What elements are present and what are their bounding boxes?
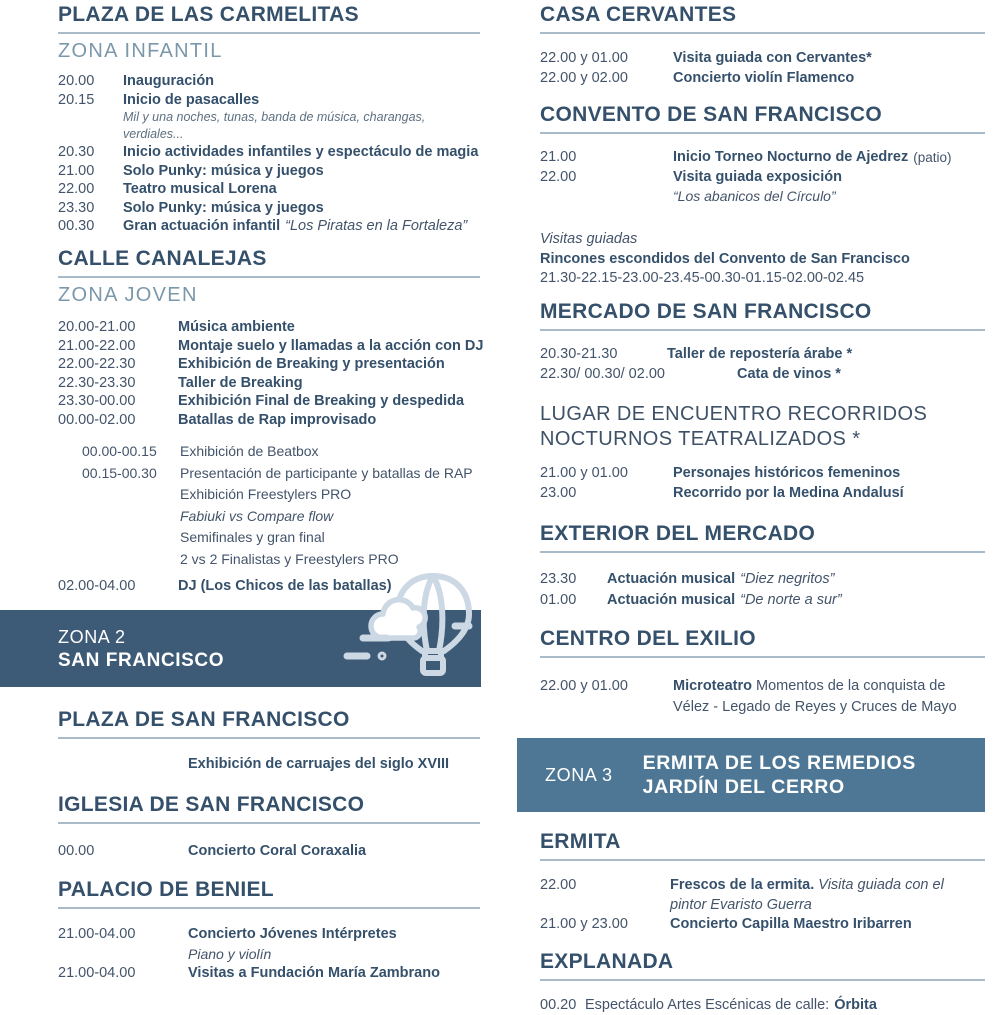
event-subtitle: “Los Piratas en la Fortaleza”	[285, 218, 468, 234]
event-time: 22.00	[540, 168, 577, 185]
section-ermita	[540, 830, 985, 935]
event-time: 21.00-04.00	[58, 964, 136, 981]
event-time: 02.00-04.00	[58, 578, 136, 594]
schedule-row	[58, 337, 484, 356]
section-plaza-san-francisco	[58, 708, 480, 774]
cloud-icon	[371, 600, 425, 639]
event-time: 21.00	[58, 162, 95, 179]
event-title: Espectáculo Artes Escénicas de calle:	[585, 997, 830, 1013]
event-title: Exhibición de carruajes del siglo XVIII	[188, 756, 450, 772]
venue-heading: CALLE CANALEJAS	[58, 247, 480, 278]
section-casa-cervantes	[540, 3, 985, 88]
schedule-list	[540, 345, 985, 384]
schedule-list	[540, 995, 985, 1015]
event-note: Mil y una noches, tunas, banda de música, charangas, verdiales...	[123, 110, 426, 141]
event-title: Presentación de participante y batallas de RAP	[180, 464, 473, 481]
event-title: Concierto Jóvenes Intérpretes	[188, 926, 397, 942]
event-time: 00.15-00.30	[82, 464, 157, 481]
section-lugar-de-encuentro	[540, 402, 985, 503]
event-title: Actuación musical	[607, 591, 736, 608]
venue-heading-line2: NOCTURNOS TEATRALIZADOS *	[540, 427, 861, 450]
event-subtitle: Piano y violín	[188, 945, 272, 962]
schedule-row	[58, 162, 480, 181]
zone-name-block	[643, 751, 916, 799]
schedule-row	[58, 355, 480, 374]
event-subtitle: Momentos de la conquista de Vélez - Legado de Reyes y Cruces de Mayo	[673, 678, 957, 715]
schedule-row	[58, 318, 480, 337]
event-time: 20.00-21.00	[58, 319, 136, 335]
event-subtitle: “Los abanicos del Círculo”	[673, 188, 836, 204]
event-time: 00.30	[58, 218, 95, 234]
schedule-row	[58, 374, 480, 393]
section-calle-canalejas	[58, 247, 484, 596]
schedule-subrow	[82, 441, 480, 463]
schedule-row	[58, 143, 480, 162]
schedule-row	[58, 755, 480, 774]
guided-visits-label: Visitas guiadas	[540, 231, 638, 247]
schedule-row	[540, 569, 985, 590]
event-time: 23.30	[58, 199, 95, 216]
event-title: Fabiuki vs Compare flow	[180, 507, 334, 524]
event-title: Exhibición de Beatbox	[180, 443, 319, 459]
event-title: Inicio actividades infantiles y espectáculo de magia	[123, 144, 479, 160]
section-centro-del-exilio	[540, 627, 985, 718]
zone-name: SAN FRANCISCO	[58, 649, 225, 671]
event-title: Batallas de Rap improvisado	[178, 411, 377, 428]
event-title: Solo Punky: música y juegos	[123, 162, 324, 179]
schedule-list	[58, 925, 480, 983]
schedule-subrow	[82, 484, 480, 506]
event-title: Concierto Coral Coraxalia	[188, 843, 367, 859]
event-title: Teatro musical Lorena	[123, 181, 277, 197]
event-time	[58, 755, 188, 774]
event-title: Personajes históricos femeninos	[673, 465, 901, 481]
event-title: 2 vs 2 Finalistas y Freestylers PRO	[180, 550, 399, 567]
zone-name-line2: JARDÍN DEL CERRO	[642, 776, 845, 798]
schedule-row	[540, 365, 985, 385]
venue-heading-line1: LUGAR DE ENCUENTRO RECORRIDOS	[540, 403, 928, 425]
event-title: Música ambiente	[178, 319, 295, 335]
event-title: Inicio de pasacalles	[123, 91, 260, 108]
schedule-list	[540, 463, 985, 503]
section-explanada	[540, 950, 985, 1015]
schedule-row	[58, 411, 480, 430]
schedule-subrow	[82, 527, 480, 549]
schedule-subrow	[82, 549, 480, 571]
section-convento-san-francisco	[540, 103, 985, 289]
event-title: Frescos de la ermita.	[670, 877, 815, 893]
event-description	[670, 876, 970, 915]
guided-visits-block	[540, 230, 985, 289]
schedule-list	[58, 842, 480, 861]
event-title: Montaje suelo y llamadas a la acción con DJ	[178, 337, 484, 354]
event-title: Actuación musical	[607, 571, 736, 587]
schedule-row	[540, 148, 985, 168]
schedule-row	[540, 168, 985, 188]
schedule-row	[58, 217, 480, 236]
schedule-row	[58, 199, 480, 218]
event-time: 22.00 y 01.00	[540, 50, 628, 66]
event-title: Taller de Breaking	[178, 374, 303, 391]
schedule-row	[58, 72, 480, 91]
section-plaza-carmelitas	[58, 3, 480, 236]
schedule-row	[540, 69, 985, 89]
event-title: Gran actuación infantil	[123, 218, 281, 234]
schedule-list	[540, 676, 985, 718]
event-time: 23.00	[540, 485, 577, 501]
section-iglesia-san-francisco	[58, 793, 480, 861]
zone-3-banner	[517, 738, 985, 812]
event-time: 23.30-00.00	[58, 393, 136, 409]
event-title: Inicio Torneo Nocturno de Ajedrez	[673, 149, 909, 165]
venue-heading: PLAZA DE SAN FRANCISCO	[58, 708, 480, 739]
event-time: 21.00 y 23.00	[540, 916, 628, 932]
event-title: Taller de repostería árabe *	[667, 346, 853, 362]
event-time: 20.15	[58, 91, 95, 108]
event-title: Concierto violín Flamenco	[673, 69, 855, 86]
schedule-list	[540, 49, 985, 88]
section-mercado-san-francisco	[540, 300, 985, 384]
event-time: 20.30	[58, 144, 95, 160]
zone-subheading: ZONA JOVEN	[58, 284, 198, 306]
venue-heading: PALACIO DE BENIEL	[58, 878, 480, 909]
schedule-list	[58, 318, 484, 429]
event-time: 00.00-00.15	[82, 443, 157, 459]
venue-heading: PLAZA DE LAS CARMELITAS	[58, 3, 480, 34]
venue-heading: CONVENTO DE SAN FRANCISCO	[540, 103, 985, 134]
event-title: Visitas a Fundación María Zambrano	[188, 964, 440, 981]
zone-subheading: ZONA INFANTIL	[58, 40, 223, 62]
zone-label: ZONA 3	[545, 764, 613, 785]
event-time: 22.00 y 01.00	[540, 678, 628, 694]
venue-heading: EXTERIOR DEL MERCADO	[540, 522, 985, 553]
event-time: 00.00	[58, 843, 95, 859]
schedule-subrow	[82, 463, 480, 485]
section-exterior-del-mercado	[540, 522, 985, 610]
event-time: 21.00-22.00	[58, 337, 136, 354]
event-time: 22.00	[58, 181, 95, 197]
event-time: 22.00	[540, 877, 577, 893]
schedule-row	[58, 91, 480, 110]
schedule-list	[58, 755, 480, 774]
event-time: 01.00	[540, 591, 577, 608]
event-title: Semifinales y gran final	[180, 529, 325, 545]
event-time: 00.00-02.00	[58, 411, 136, 428]
venue-heading: ERMITA	[540, 830, 985, 861]
schedule-row	[58, 392, 480, 411]
event-title: Concierto Capilla Maestro Iribarren	[670, 916, 912, 932]
event-location-note: (patio)	[913, 150, 952, 165]
schedule-row	[540, 876, 985, 915]
venue-heading: IGLESIA DE SAN FRANCISCO	[58, 793, 480, 824]
schedule-sublist	[58, 441, 480, 570]
event-subtitle: Órbita	[834, 997, 877, 1013]
schedule-row	[540, 483, 985, 503]
event-subtitle: Visita guiada con el pintor Evaristo Guerra	[670, 877, 944, 913]
schedule-list	[540, 148, 985, 206]
schedule-row	[540, 915, 985, 935]
venue-heading: EXPLANADA	[540, 950, 985, 981]
event-time: 21.00-04.00	[58, 926, 136, 942]
schedule-row	[540, 590, 985, 611]
schedule-row	[58, 180, 480, 199]
venue-heading: CASA CERVANTES	[540, 3, 985, 34]
event-time: 21.00 y 01.00	[540, 465, 628, 481]
guided-visits-title: Rincones escondidos del Convento de San Francisco	[540, 250, 910, 267]
event-time: 22.30-23.30	[58, 374, 136, 391]
event-title: Inauguración	[123, 73, 215, 89]
event-subtitle: “Diez negritos”	[740, 571, 835, 587]
guided-visits-times: 21.30-22.15-23.00-23.45-00.30-01.15-02.00-02.45	[540, 270, 865, 286]
schedule-subrow	[82, 506, 480, 528]
schedule-row	[540, 463, 985, 483]
schedule-list	[540, 569, 985, 610]
event-time: 21.00	[540, 149, 577, 165]
section-palacio-de-beniel	[58, 878, 480, 983]
event-time: 20.00	[58, 73, 95, 89]
event-title: Exhibición de Breaking y presentación	[178, 356, 445, 372]
event-title: Cata de vinos *	[737, 365, 841, 382]
event-title: Microteatro	[673, 678, 752, 694]
venue-heading: MERCADO DE SAN FRANCISCO	[540, 300, 985, 331]
venue-heading: CENTRO DEL EXILIO	[540, 627, 985, 658]
schedule-list	[58, 72, 480, 236]
event-title: Visita guiada exposición	[673, 168, 842, 185]
zone-label: ZONA 2	[58, 626, 126, 647]
event-time: 23.30	[540, 571, 577, 587]
event-time: 00.20	[540, 997, 577, 1013]
event-time: 20.30-21.30	[540, 346, 618, 362]
event-title: Visita guiada con Cervantes*	[673, 50, 872, 66]
schedule-row	[540, 345, 985, 365]
event-subtitle: “De norte a sur”	[740, 591, 842, 608]
event-time: 22.30/ 00.30/ 02.00	[540, 365, 665, 382]
schedule-row	[540, 995, 985, 1015]
zone-name-line1: ERMITA DE LOS REMEDIOS	[642, 752, 916, 774]
event-title: Recorrido por la Medina Andalusí	[673, 485, 904, 501]
schedule-list	[540, 876, 985, 935]
schedule-row	[540, 676, 985, 718]
hot-air-balloon-icon	[335, 570, 475, 685]
event-title: Exhibición Final de Breaking y despedida	[178, 393, 465, 409]
schedule-row	[58, 842, 480, 861]
schedule-row	[58, 964, 480, 984]
event-time: 22.00 y 02.00	[540, 69, 628, 86]
event-title: DJ (Los Chicos de las batallas)	[178, 578, 392, 594]
schedule-row	[540, 49, 985, 69]
event-description	[673, 676, 985, 718]
event-title: Exhibición Freestylers PRO	[180, 486, 352, 502]
event-time: 22.00-22.30	[58, 356, 136, 372]
event-title: Solo Punky: música y juegos	[123, 199, 324, 216]
schedule-row	[58, 925, 480, 945]
